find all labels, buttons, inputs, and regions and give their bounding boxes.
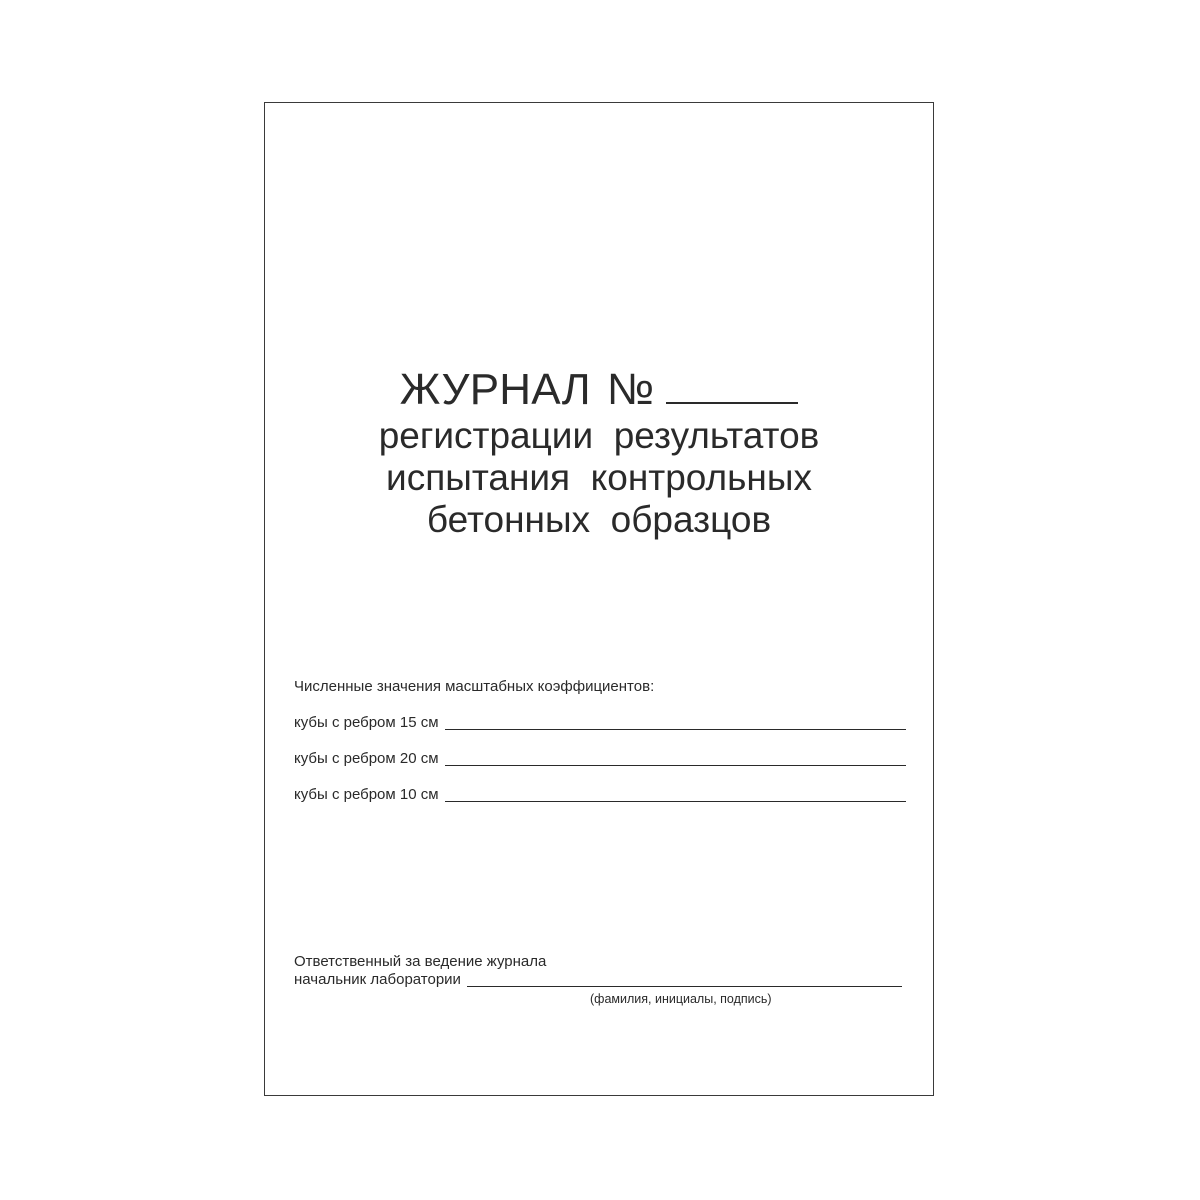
coefficient-label: кубы с ребром 15 см xyxy=(294,714,439,731)
coefficient-row-10cm xyxy=(294,786,906,804)
coefficients-section xyxy=(294,678,906,822)
title-block xyxy=(265,365,933,541)
journal-cover xyxy=(264,102,934,1096)
number-sign: № xyxy=(606,365,655,414)
responsible-role-label: начальник лаборатории xyxy=(294,971,461,988)
coefficient-row-20cm xyxy=(294,750,906,768)
journal-title xyxy=(265,365,933,415)
subtitle-line-2: испытания контрольных xyxy=(386,457,812,498)
responsible-signature-line[interactable] xyxy=(467,986,902,987)
subtitle-line-3: бетонных образцов xyxy=(426,499,772,540)
coefficient-row-15cm xyxy=(294,714,906,732)
subtitle-line-1: регистрации результатов xyxy=(378,415,820,456)
coefficient-label: кубы с ребром 10 см xyxy=(294,786,439,803)
responsible-caption: Ответственный за ведение журнала xyxy=(294,953,547,970)
coefficient-fill-line[interactable] xyxy=(445,729,906,730)
responsible-row xyxy=(294,971,906,989)
responsible-section xyxy=(294,953,906,1007)
signature-hint: (фамилия, инициалы, подпись) xyxy=(590,992,772,1006)
coefficient-label: кубы с ребром 20 см xyxy=(294,750,439,767)
journal-word: ЖУРНАЛ xyxy=(399,365,591,414)
coefficients-heading: Численные значения масштабных коэффициентов: xyxy=(294,678,655,695)
coefficient-fill-line[interactable] xyxy=(445,801,906,802)
coefficient-fill-line[interactable] xyxy=(445,765,906,766)
journal-number-blank[interactable] xyxy=(666,368,798,404)
